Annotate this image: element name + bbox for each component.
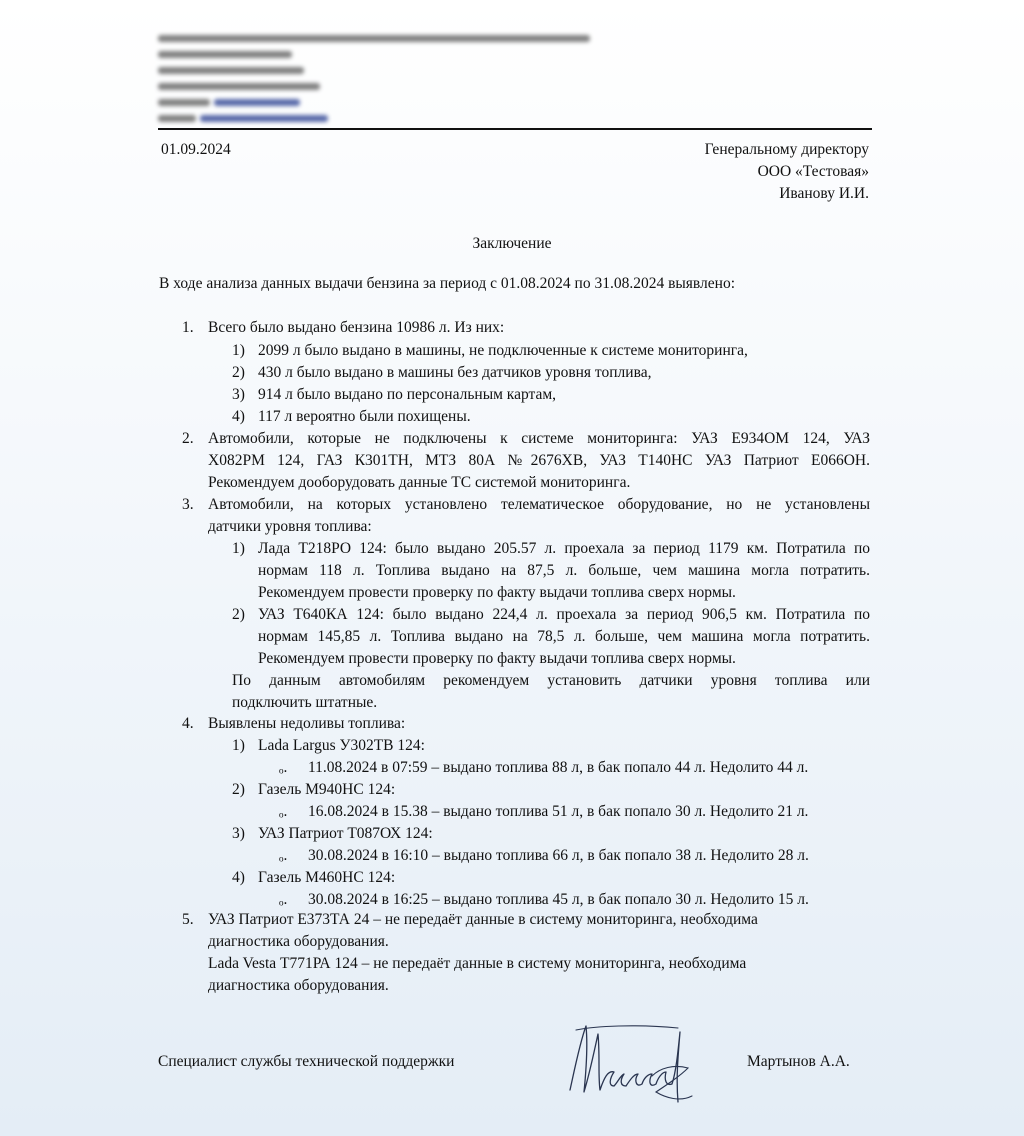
addressee-block	[705, 139, 869, 205]
bullet-text: 11.08.2024 в 07:59 – выдано топлива 88 л, в бак попало 44 л. Недолито 44 л.	[308, 759, 809, 776]
sub-item-text: 430 л было выдано в машины без датчиков уровня топлива,	[258, 364, 652, 381]
addressee-line: ООО «Тестовая»	[757, 163, 869, 180]
sub-item-text: УАЗ Патриот Т087ОХ 124:	[258, 825, 433, 842]
item-line: УАЗ Патриот Е373ТА 24 – не передаёт данные в систему мониторинга, необходима	[208, 911, 758, 928]
sub-item-number: 1)	[232, 342, 245, 359]
item-text	[208, 494, 870, 538]
letterhead-line	[158, 99, 210, 106]
sub-item-number: 4)	[232, 869, 245, 886]
bullet-marker: ₒ.	[279, 759, 288, 776]
sub-item-number: 2)	[232, 606, 245, 623]
sub-item-number: 3)	[232, 386, 245, 403]
item-text: Всего было выдано бензина 10986 л. Из них:	[208, 319, 505, 336]
item-number: 4.	[182, 715, 194, 732]
item-text	[208, 909, 758, 997]
sub-item-line: нормам 145,85 л. Топлива выдано на 78,5 л. больше, чем машина могла потратить.	[258, 628, 870, 645]
bullet-marker: ₒ.	[279, 803, 288, 820]
bullet-marker: ₒ.	[279, 847, 288, 864]
item-number: 2.	[182, 430, 194, 447]
letterhead-line	[158, 83, 320, 90]
handwritten-signature	[556, 1012, 706, 1112]
sub-item-line: Рекомендуем провести проверку по факту выдачи топлива сверх нормы.	[258, 650, 736, 667]
bullet-text: 30.08.2024 в 16:10 – выдано топлива 66 л, в бак попало 38 л. Недолито 28 л.	[308, 847, 809, 864]
intro-paragraph: В ходе анализа данных выдачи бензина за период с 01.08.2024 по 31.08.2024 выявлено:	[159, 275, 736, 292]
document-date: 01.09.2024	[161, 141, 231, 158]
sub-item-line: Рекомендуем провести проверку по факту выдачи топлива сверх нормы.	[258, 584, 736, 601]
sub-item-number: 2)	[232, 364, 245, 381]
addressee-line: Генеральному директору	[704, 141, 869, 158]
item-line: Рекомендуем дооборудовать данные ТС системой мониторинга.	[208, 474, 631, 491]
item-line: диагностика оборудования.	[208, 977, 389, 994]
letterhead-line	[158, 115, 196, 122]
sub-item-text: Газель М460НС 124:	[258, 869, 396, 886]
letterhead-line	[158, 51, 292, 58]
sub-item-text: 117 л вероятно были похищены.	[258, 408, 471, 425]
note-line: подключить штатные.	[232, 694, 378, 711]
letterhead-line	[158, 67, 304, 74]
sub-item-number: 2)	[232, 781, 245, 798]
note-line: По данным автомобилям рекомендуем установить датчики уровня топлива или	[232, 672, 870, 689]
document-title: Заключение	[472, 235, 552, 252]
signatory-name: Мартынов А.А.	[747, 1053, 850, 1070]
sub-item-text	[258, 604, 870, 670]
letterhead-web-link[interactable]	[200, 115, 328, 122]
letterhead-rule	[158, 128, 872, 130]
signatory-position: Специалист службы технической поддержки	[158, 1053, 455, 1070]
sub-item-number: 1)	[232, 737, 245, 754]
item-line: датчики уровня топлива:	[208, 518, 372, 535]
item-number: 3.	[182, 496, 194, 513]
bullet-text: 16.08.2024 в 15.38 – выдано топлива 51 л, в бак попало 30 л. Недолито 21 л.	[308, 803, 809, 820]
item-text	[208, 428, 870, 494]
letterhead-email-link[interactable]	[214, 99, 300, 106]
letterhead-line	[158, 35, 590, 42]
sub-item-text: 2099 л было выдано в машины, не подключенные к системе мониторинга,	[258, 342, 748, 359]
sub-item-text: 914 л было выдано по персональным картам,	[258, 386, 557, 403]
bullet-text: 30.08.2024 в 16:25 – выдано топлива 45 л, в бак попало 30 л. Недолито 15 л.	[308, 891, 809, 908]
sub-item-number: 1)	[232, 540, 245, 557]
sub-item-number: 3)	[232, 825, 245, 842]
sub-item-line: нормам 118 л. Топлива выдано на 87,5 л. больше, чем машина могла потратить.	[258, 562, 870, 579]
item-line: Х082РМ 124, ГАЗ К301ТН, МТЗ 80А №2676ХВ, УАЗ Т140НС УАЗ Патриот Е066ОН.	[208, 452, 870, 469]
item-line: диагностика оборудования.	[208, 933, 389, 950]
sub-item-line: УАЗ Т640КА 124: было выдано 224,4 л. проехала за период 906,5 км. Потратила по	[258, 606, 870, 623]
item-line: Автомобили, которые не подключены к системе мониторинга: УАЗ Е934ОМ 124, УАЗ	[208, 430, 870, 447]
addressee-line: Иванову И.И.	[779, 185, 869, 202]
sub-item-line: Лада Т218РО 124: было выдано 205.57 л. проехала за период 1179 км. Потратила по	[258, 540, 870, 557]
item-text: Выявлены недоливы топлива:	[208, 715, 406, 732]
item-note	[232, 670, 870, 714]
item-line: Lada Vesta Т771РА 124 – не передаёт данные в систему мониторинга, необходима	[208, 955, 747, 972]
sub-item-text	[258, 538, 870, 604]
bullet-marker: ₒ.	[279, 891, 288, 908]
sub-item-text: Lada Largus У302ТВ 124:	[258, 737, 425, 754]
sub-item-number: 4)	[232, 408, 245, 425]
sub-item-text: Газель М940НС 124:	[258, 781, 396, 798]
item-number: 1.	[182, 319, 194, 336]
item-line: Автомобили, на которых установлено телематическое оборудование, но не установлены	[208, 496, 870, 513]
item-number: 5.	[182, 911, 194, 928]
